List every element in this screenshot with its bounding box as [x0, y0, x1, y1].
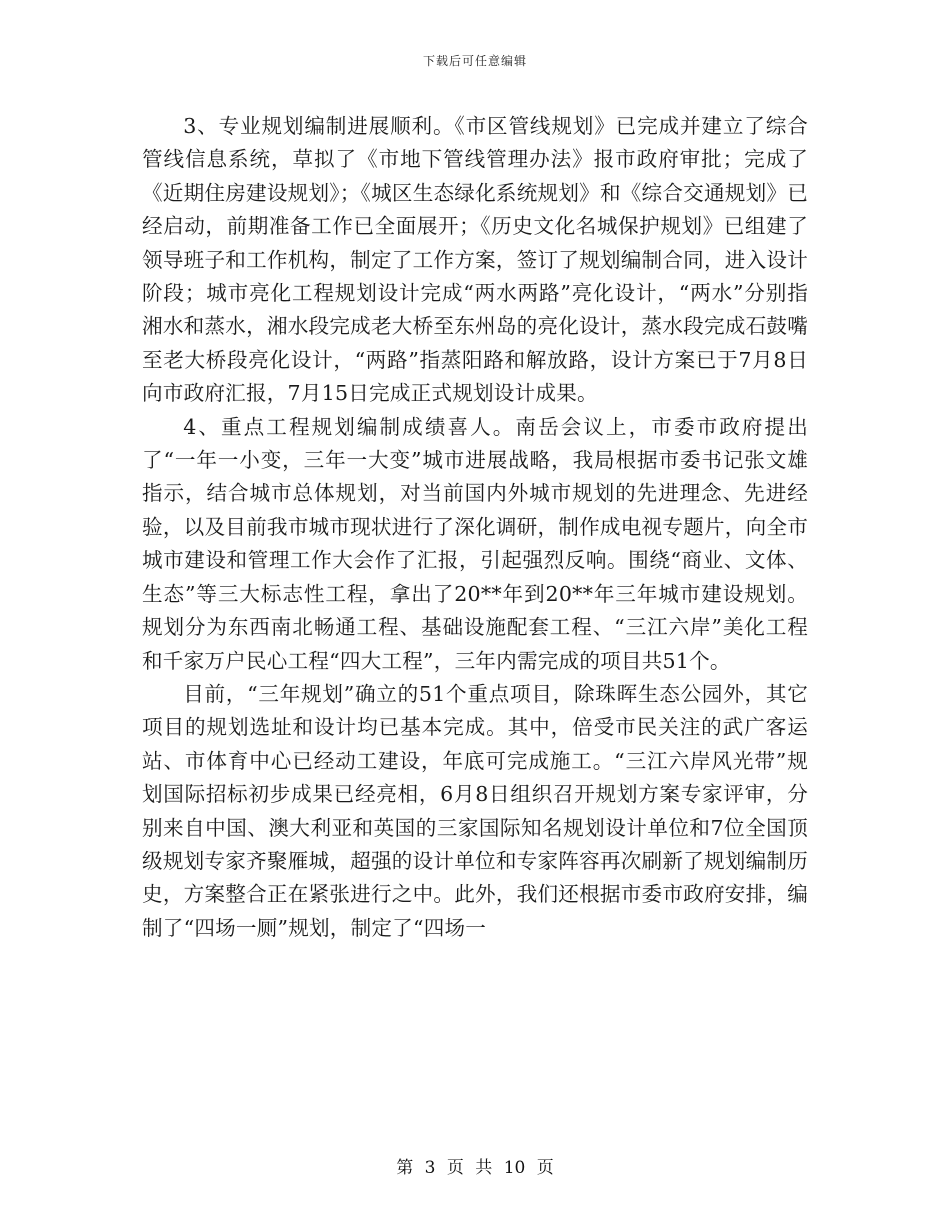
document-body	[142, 110, 808, 945]
page-header: 下载后可任意编辑	[422, 54, 527, 68]
paragraph-planning-progress: 3、专业规划编制进展顺利。《市区管线规划》已完成并建立了综合管线信息系统，草拟了《市地下管线管理办法》报市政府审批；完成了《近期住房建设规划》；《城区生态绿化系统规划》和《综合交通规划》已经启动，前期准备工作已全面展开；《历史文化名城保护规划》已组建了领导班子和工作机构，制定了工作方案，签订了规划编制合同，进入设计阶段；城市亮化工程规划设计完成“两水两路”亮化设计，“两水”分别指湘水和蒸水，湘水段完成老大桥至东州岛的亮化设计，蒸水段完成石鼓嘴至老大桥段亮化设计，“两路”指蒸阳路和解放路，设计方案已于7月8日向市政府汇报，7月15日完成正式规划设计成果。	[142, 114, 808, 406]
paragraph-current-status: 目前，“三年规划”确立的51个重点项目，除珠晖生态公园外，其它项目的规划选址和设计均已基本完成。其中，倍受市民关注的武广客运站、市体育中心已经动工建设，年底可完成施工。“三江六岸风光带”规划国际招标初步成果已经亮相，6月8日组织召开规划方案专家评审，分别来自中国、澳大利亚和英国的三家国际知名规划设计单位和7位全国顶级规划专家齐聚雁城，超强的设计单位和专家阵容再次刷新了规划编制历史，方案整合正在紧张进行之中。此外，我们还根据市委市政府安排，编制了“四场一厕”规划，制定了“四场一	[142, 681, 808, 940]
paragraph-key-projects: 4、重点工程规划编制成绩喜人。南岳会议上，市委市政府提出了“一年一小变，三年一大变”城市进展战略，我局根据市委书记张文雄指示，结合城市总体规划，对当前国内外城市规划的先进理念、先进经验，以及目前我市城市现状进行了深化调研，制作成电视专题片，向全市城市建设和管理工作大会作了汇报，引起强烈反响。围绕“商业、文体、生态”等三大标志性工程，拿出了20**年到20**年三年城市建设规划。规划分为东西南北畅通工程、基础设施配套工程、“三江六岸”美化工程和千家万户民心工程“四大工程”，三年内需完成的项目共51个。	[142, 414, 808, 673]
page-number-footer: 第 3 页 共 10 页	[396, 1158, 554, 1178]
